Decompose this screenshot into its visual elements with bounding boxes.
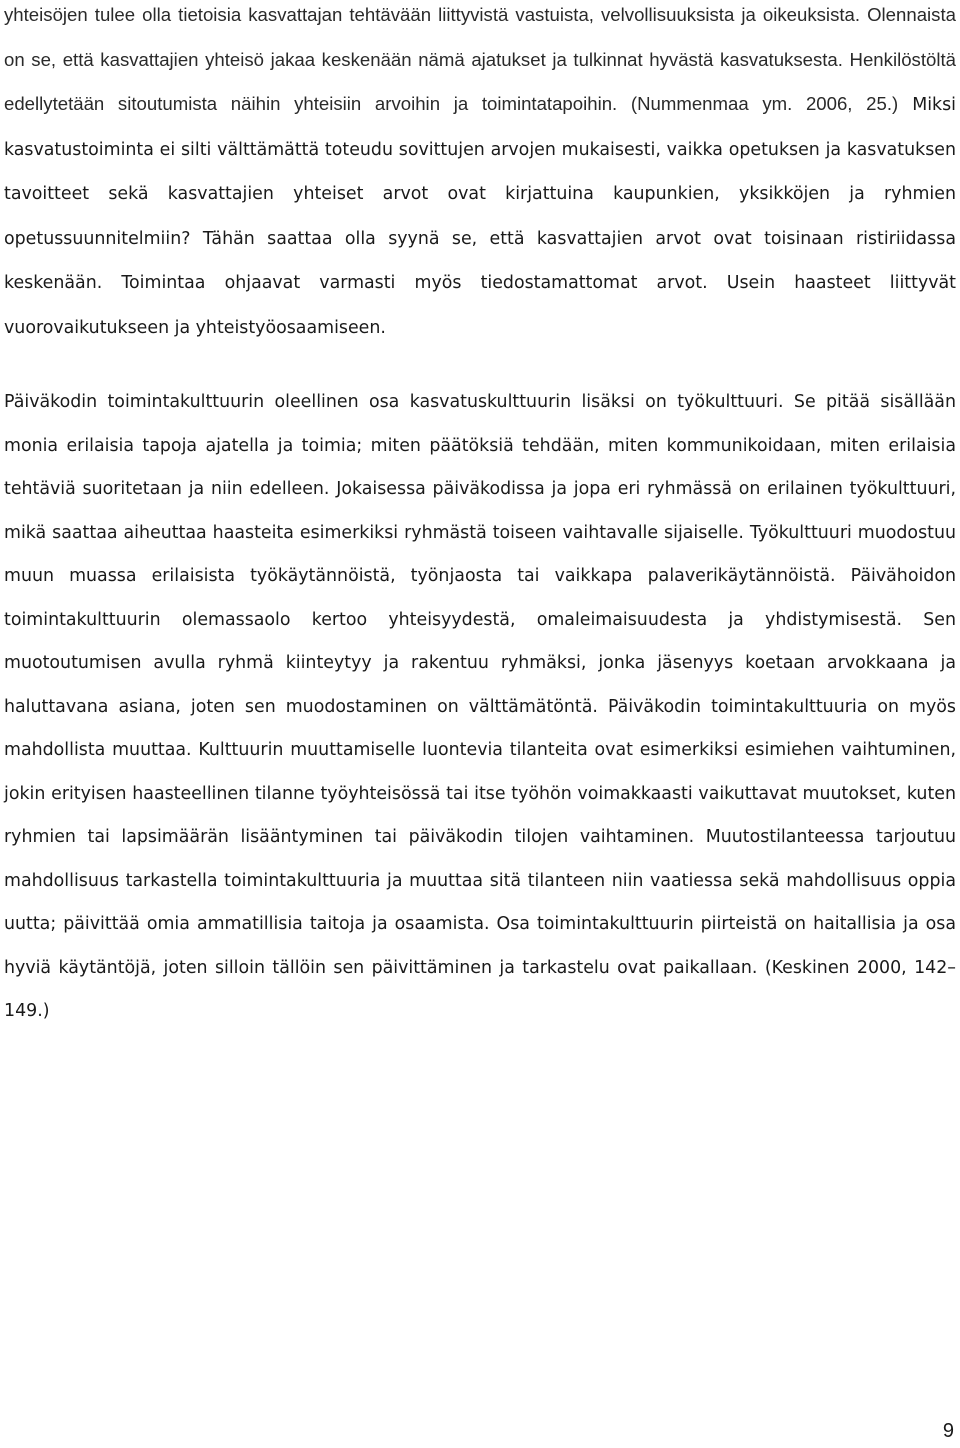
paragraph-1	[4, 0, 956, 350]
paragraph-1-continuation: Miksi kasvatustoiminta ei silti välttämättä toteudu sovittujen arvojen mukaisesti, vaikka opetuksen ja kasvatuksen tavoitteet sekä kasvattajien yhteiset arvot ovat kirjattuina kaupunkien, yksikköjen ja ryhmien opetussuunnitelmiin? Tähän saattaa olla syynä se, että kasvattajien arvot ovat toisinaan ristiriidassa keskenään. Toimintaa ohjaavat varmasti myös tiedostamattomat arvot. Usein haasteet liittyvät vuorovaikutukseen ja yhteistyöosaamiseen.	[4, 95, 957, 338]
paragraph-2: Päiväkodin toimintakulttuurin oleellinen osa kasvatuskulttuurin lisäksi on työkulttuuri. Se pitää sisällään monia erilaisia tapoja ajatella ja toimia; miten päätöksiä tehdään, miten kommunikoidaan, miten erilaisia tehtäviä suoritetaan ja niin edelleen. Jokaisessa päiväkodissa ja jopa eri ryhmässä on erilainen työkulttuuri, mikä saattaa aiheuttaa haasteita esimerkiksi ryhmästä toiseen vaihtavalle sijaiselle. Työkulttuuri muodostuu muun muassa erilaisista työkäytännöistä, työnjaosta tai vaikkapa palaverikäytännöistä. Päivähoidon toimintakulttuurin olemassaolo kertoo yhteisyydestä, omaleimaisuudesta ja yhdistymisestä. Sen muotoutumisen avulla ryhmä kiinteytyy ja rakentuu ryhmäksi, jonka jäsenyys koetaan arvokkaana ja haluttavana asiana, joten sen muodostaminen on välttämätöntä. Päiväkodin toimintakulttuuria on myös mahdollista muuttaa. Kulttuurin muuttamiselle luontevia tilanteita ovat esimerkiksi esimiehen vaihtuminen, jokin erityisen haasteellinen tilanne työyhteisössä tai itse työhön voimakkaasti vaikuttavat muutokset, kuten ryhmien tai lapsimäärän lisääntyminen tai päiväkodin tilojen vaihtaminen. Muutostilanteessa tarjoutuu mahdollisuus tarkastella toimintakulttuuria ja muuttaa sitä tilanteen niin vaatiessa sekä mahdollisuus oppia uutta; päivittää omia ammatillisia taitoja ja osaamista. Osa toimintakulttuurin piirteistä on haitallisia ja osa hyviä käytäntöjä, joten silloin tällöin sen päivittäminen ja tarkastelu ovat paikallaan. (Keskinen 2000, 142–149.)	[4, 392, 956, 1021]
page-number: 9	[942, 1420, 954, 1442]
paragraph-1-intro: yhteisöjen tulee olla tietoisia kasvattajan tehtävään liittyvistä vastuista, velvollisuuksista ja oikeuksista. Olennaista on se, että kasvattajien yhteisö jakaa keskenään nämä ajatukset ja tulkinnat hyvästä kasvatuksesta. Henkilöstöltä edellytetään sitoutumista näihin yhteisiin arvoihin ja toimintatapoihin. (Nummenmaa ym. 2006, 25.)	[4, 4, 956, 114]
